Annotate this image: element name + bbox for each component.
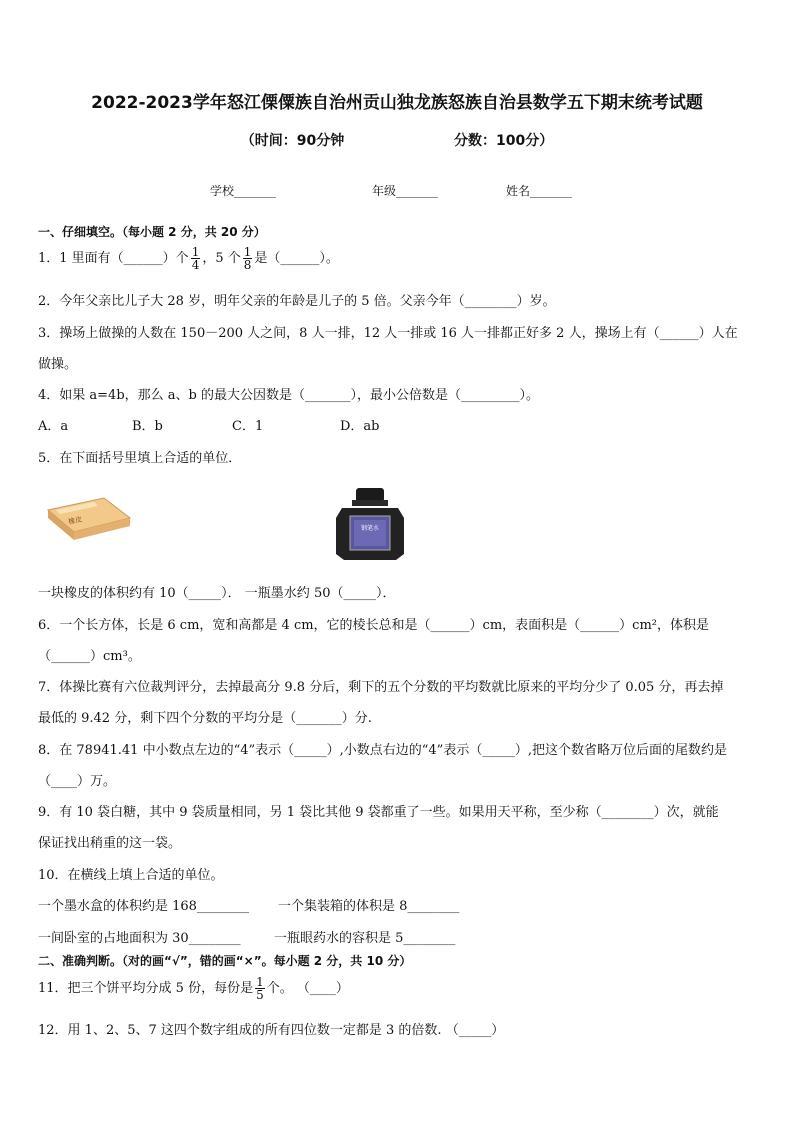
question-9-line-2: 保证找出稍重的这一袋。 xyxy=(38,836,182,851)
eraser-image xyxy=(44,496,132,544)
section-2-heading: 二、准确判断。（对的画“√”，错的画“×”。每小题 2 分，共 10 分） xyxy=(38,954,412,968)
fraction-1-4 xyxy=(191,246,201,271)
question-8-line-2: （____）万。 xyxy=(38,774,117,789)
question-6-line-2: （______）cm³。 xyxy=(38,649,141,664)
q11-text-b: 个。 （____） xyxy=(266,981,349,996)
school-field[interactable]: 学校_______ xyxy=(210,184,277,198)
frac-num: 1 xyxy=(256,975,264,989)
fraction-1-8 xyxy=(243,246,253,271)
ink-label: 钢笔水 xyxy=(360,525,380,532)
frac-num: 1 xyxy=(191,245,200,259)
question-11 xyxy=(38,976,349,1001)
q1-text-b: ，5 个 xyxy=(202,251,241,266)
frac-den: 5 xyxy=(256,988,264,1002)
page-title: 2022-2023学年怒江傈僳族自治州贡山独龙族怒族自治县数学五下期末统考试题 xyxy=(91,93,703,113)
question-8-line-1: 8．在 78941.41 中小数点左边的“4”表示（_____）,小数点右边的“4”表示（_____）,把这个数省略万位后面的尾数约是 xyxy=(38,743,727,758)
frac-num: 1 xyxy=(243,245,252,259)
question-9-line-1: 9．有 10 袋白糖，其中 9 袋质量相同，另 1 袋比其他 9 袋都重了一些。如果用天平称，至少称（________）次，就能 xyxy=(38,805,719,820)
q4-option-a[interactable]: A．a xyxy=(38,419,69,434)
question-7-line-2: 最低的 9.42 分，剩下四个分数的平均分是（_______）分. xyxy=(38,711,372,726)
q10-item-d: 一瓶眼药水的容积是 5________ xyxy=(274,931,456,946)
question-4: 4．如果 a=4b，那么 a、b 的最大公因数是（_______），最小公倍数是（_________）。 xyxy=(38,388,539,403)
question-2: 2．今年父亲比儿子大 28 岁，明年父亲的年龄是儿子的 5 倍。父亲今年（________）岁。 xyxy=(38,294,556,309)
name-field[interactable]: 姓名_______ xyxy=(506,184,573,198)
section-1-heading: 一、仔细填空。（每小题 2 分，共 20 分） xyxy=(38,225,266,239)
q4-option-d[interactable]: D．ab xyxy=(340,419,380,434)
frac-den: 8 xyxy=(243,258,252,272)
question-5: 5．在下面括号里填上合适的单位． xyxy=(38,451,242,466)
question-3-line-2: 做操。 xyxy=(38,357,78,372)
question-3-line-1: 3．操场上做操的人数在 150－200 人之间，8 人一排，12 人一排或 16 人一排都正好多 2 人，操场上有（______）人在 xyxy=(38,326,738,341)
q10-item-c: 一间卧室的占地面积为 30________ xyxy=(38,931,241,946)
grade-field[interactable]: 年级_______ xyxy=(372,184,439,198)
q1-text-a: 1．1 里面有（______）个 xyxy=(38,251,189,266)
exam-score: 分数：100分） xyxy=(454,133,554,149)
question-12: 12．用 1、2、5、7 这四个数字组成的所有四位数一定都是 3 的倍数. （_____） xyxy=(38,1023,505,1038)
fraction-1-5 xyxy=(255,976,265,1001)
q4-option-b[interactable]: B．b xyxy=(132,419,163,434)
ink-bottle-image xyxy=(334,486,406,562)
q10-item-b: 一个集装箱的体积是 8________ xyxy=(278,899,460,914)
frac-den: 4 xyxy=(191,258,200,272)
q4-option-c[interactable]: C．1 xyxy=(232,419,264,434)
exam-info xyxy=(0,130,794,150)
question-10: 10．在横线上填上合适的单位。 xyxy=(38,868,224,883)
q11-text-a: 11．把三个饼平均分成 5 份，每份是 xyxy=(38,981,254,996)
q10-item-a: 一个墨水盒的体积约是 168________ xyxy=(38,899,249,914)
eraser-label: 橡皮 xyxy=(67,515,83,527)
question-1 xyxy=(38,246,339,271)
question-5-fill: 一块橡皮的体积约有 10（_____）． 一瓶墨水约 50（_____）． xyxy=(38,586,396,601)
exam-time: （时间：90分钟 xyxy=(240,133,345,149)
q1-text-c: 是（______）。 xyxy=(254,251,339,266)
question-7-line-1: 7．体操比赛有六位裁判评分，去掉最高分 9.8 分后，剩下的五个分数的平均数就比原来的平均分少了 0.05 分，再去掉 xyxy=(38,680,724,695)
question-6-line-1: 6．一个长方体，长是 6 cm，宽和高都是 4 cm，它的棱长总和是（______）cm，表面积是（______）cm²，体积是 xyxy=(38,618,709,633)
